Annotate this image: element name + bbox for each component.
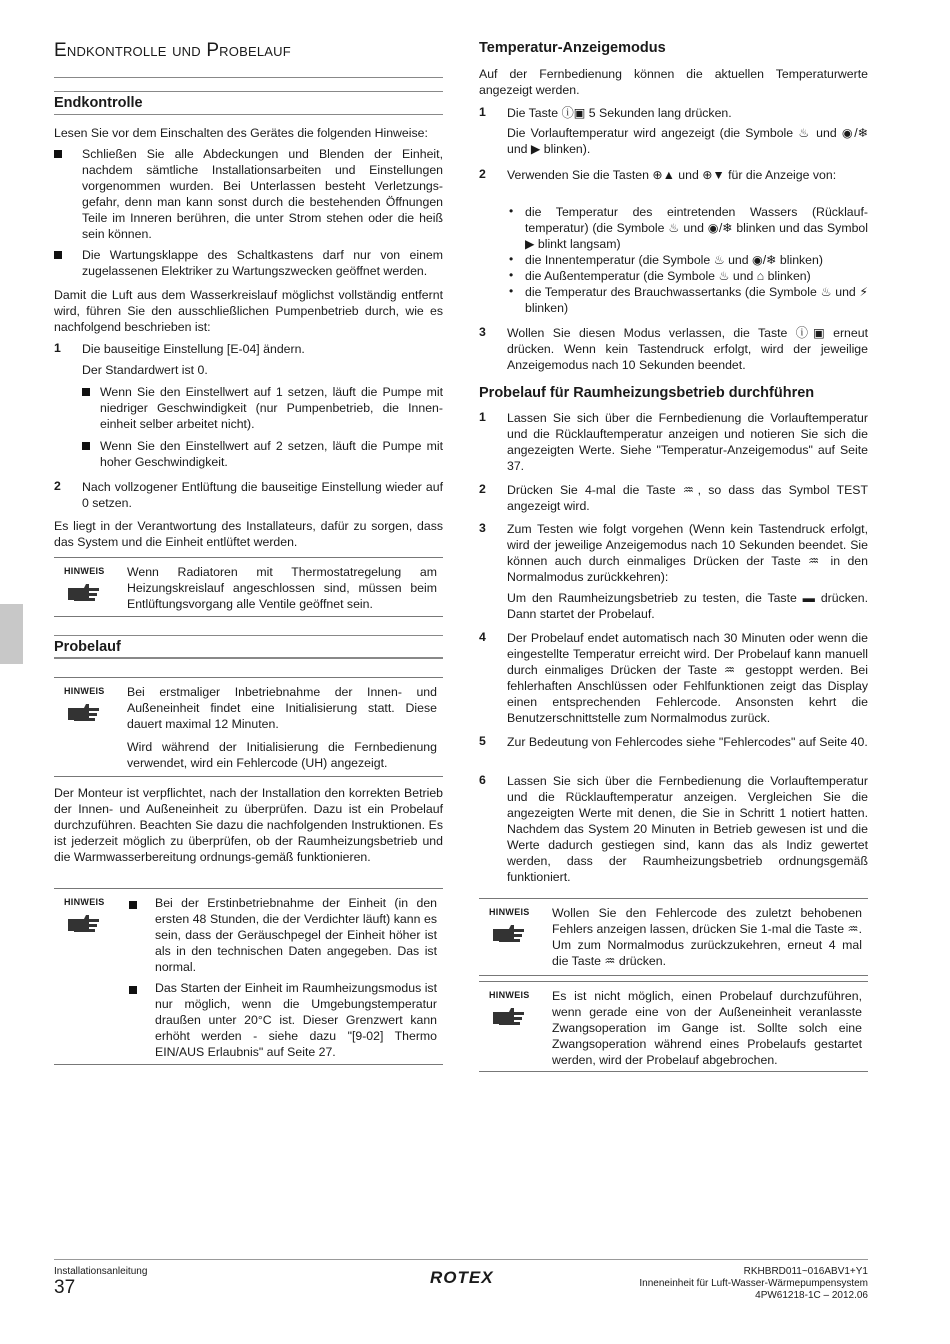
rotex-logo: ROTEX — [430, 1268, 494, 1287]
probelauf-para: Der Monteur ist verpflichtet, nach der Installation den korrekten Betrieb der Innen- und Außeneinheit zu überprüfen. Dazu ist ein Probelauf durchzuführen. Beachten Sie dazu die nachfolgenden Instruktionen. Es ist jederzeit möglich zu überprüfen, ob der Raumheizungsbetrieb und die Warmwasserbereitung ordnungs-gemäß funktionieren. — [54, 786, 443, 864]
dot-text: die Innentemperatur (die Symbole ♨ und ◉/❄ blinken) — [525, 253, 823, 267]
bullet-dot: • — [509, 204, 514, 218]
bullet-dot: • — [509, 284, 514, 298]
hinweis-box — [54, 677, 443, 777]
sub-bullet-text: Wenn Sie den Einstellwert auf 2 setzen, läuft die Pumpe mit hoher Geschwindigkeit. — [100, 439, 443, 469]
step-number: 1 — [479, 410, 486, 424]
hinweis-label: HINWEIS — [489, 990, 530, 1000]
pointing-hand-icon — [66, 582, 102, 602]
title-rule — [54, 77, 443, 78]
step-text: Der Standardwert ist 0. — [82, 363, 208, 377]
bullet-square-icon — [82, 442, 90, 450]
hinweis-box — [479, 898, 868, 976]
pointing-hand-icon — [491, 1006, 527, 1026]
step-text: Die Taste ⓘ▣ 5 Sekunden lang drücken. — [507, 106, 732, 120]
step-text: Die bauseitige Einstellung [E-04] ändern. — [82, 342, 305, 356]
endkontrolle-para3: Es liegt in der Verantwortung des Installateurs, dafür zu sorgen, dass das System und die Einheit entlüftet werden. — [54, 519, 443, 549]
heading-probelauf: Probelauf — [54, 639, 121, 655]
hinweis-text: Wenn Radiatoren mit Thermostatregelung am Heizungskreislauf angeschlossen sind, müssen beim Entlüftungsvorgang alle Ventile geöffnet sein. — [127, 565, 437, 611]
hinweis-text: Bei der Erstinbetriebnahme der Einheit (in den ersten 48 Stunden, die der Verdichter läuft) kann es sein, dass der Geräuschpegel der Einheit höher ist als in den technischen Daten angegeben. Das ist normal. — [155, 896, 437, 974]
bullet-square-icon — [54, 150, 62, 158]
step-number: 3 — [479, 521, 486, 535]
step-number: 2 — [54, 479, 61, 493]
step-text: Wollen Sie diesen Modus verlassen, die Taste ⓘ▣ erneut drücken. Wenn kein Tastendruck erfolgt, wird der jeweilige Anzeigemodus nach 10 Sekunden beendet. — [507, 326, 868, 372]
chapter-tab — [0, 604, 23, 664]
bullet-dot: • — [509, 252, 514, 266]
hinweis-box — [54, 557, 443, 617]
bullet-text: Die Wartungsklappe des Schaltkastens darf nur von einem zugelassenen Elektriker zu Wartungszwecken geöffnet werden. — [82, 248, 443, 278]
footer-description: Inneneinheit für Luft-Wasser-Wärmepumpensystem — [639, 1278, 868, 1289]
pointing-hand-icon — [66, 702, 102, 722]
footer-rule — [54, 1259, 868, 1260]
step-text: Zur Bedeutung von Fehlercodes siehe "Fehlercodes" auf Seite 40. — [507, 735, 868, 749]
footer-reference: 4PW61218-1C – 2012.06 — [755, 1290, 868, 1301]
hinweis-text: Wird während der Initialisierung die Fernbedienung verwendet, wird ein Fehlercode (UH) angezeigt. — [127, 740, 437, 770]
bullet-square-icon — [129, 986, 137, 994]
step-text: Lassen Sie sich über die Fernbedienung die Vorlauftemperatur und die Rücklauftemperatur anzeigen und notieren Sie sich die angezeigten Werte. Siehe "Temperatur-Anzeigemodus" auf Seite 37. — [507, 411, 868, 473]
temp-intro: Auf der Fernbedienung können die aktuellen Temperaturwerte angezeigt werden. — [479, 67, 868, 97]
bullet-square-icon — [129, 901, 137, 909]
pointing-hand-icon — [66, 913, 102, 933]
hinweis-box — [479, 981, 868, 1072]
sub-bullet-text: Wenn Sie den Einstellwert auf 1 setzen, läuft die Pumpe mit niedriger Geschwindigkeit (nur Pumpenbetrieb, die Innen-einheit selber arbeitet nicht). — [100, 385, 443, 431]
step-number: 6 — [479, 773, 486, 787]
step-text: Drücken Sie 4-mal die Taste ♒, so dass das Symbol TEST angezeigt wird. — [507, 483, 868, 513]
page-title: Endkontrolle und Probelauf — [54, 40, 291, 61]
step-number: 1 — [54, 341, 61, 355]
dot-text: die Außentemperatur (die Symbole ♨ und ⌂ blinken) — [525, 269, 811, 283]
endkontrolle-para2: Damit die Luft aus dem Wasserkreislauf möglichst vollständig entfernt wird, führen Sie den ausschließlichen Pumpenbetrieb durch, wie es nachfolgend beschrieben ist: — [54, 288, 443, 334]
bullet-dot: • — [509, 268, 514, 282]
step-text: Die Vorlauftemperatur wird angezeigt (die Symbole ♨ und ◉/❄ und ▶ blinken). — [507, 126, 868, 156]
endkontrolle-intro: Lesen Sie vor dem Einschalten des Gerätes die folgenden Hinweise: — [54, 126, 428, 140]
step-number: 2 — [479, 482, 486, 496]
dot-text: die Temperatur des eintretenden Wassers (Rücklauf-temperatur) (die Symbole ♨ und ◉/❄ blinken und das Symbol ▶ blinkt langsam) — [525, 205, 868, 251]
section-heading-probelauf — [54, 635, 443, 659]
step-number: 4 — [479, 630, 486, 644]
hinweis-text: Wollen Sie den Fehlercode des zuletzt behobenen Fehlers anzeigen lassen, drücken Sie 1-mal die Taste ♒. Um zum Normalmodus zurückzukehren, erneut 4 mal die Taste ♒ drücken. — [552, 906, 862, 968]
heading-temperatur-anzeigemodus: Temperatur-Anzeigemodus — [479, 40, 666, 56]
hinweis-label: HINWEIS — [64, 566, 105, 576]
footer-page-number: 37 — [54, 1277, 76, 1298]
footer-doc-type: Installationsanleitung — [54, 1266, 148, 1277]
bullet-text: Schließen Sie alle Abdeckungen und Blenden der Einheit, nachdem sämtliche Installationsarbeiten und Einstellungen vorgenommen wurden. Bei Unterlassen besteht Verletzungs-gefahr, denn man kann sonst durch die bestehenden Öffnungen Teile im Inneren berühren, die unter Strom stehen oder die heiß sein können. — [82, 147, 443, 241]
heading-probelauf-raumheizung: Probelauf für Raumheizungsbetrieb durchführen — [479, 385, 815, 401]
bullet-square-icon — [82, 388, 90, 396]
hinweis-text: Es ist nicht möglich, einen Probelauf durchzuführen, wenn gerade eine von der Außeneinheit veranlasste Zwangsoperation im Gange ist. Sollte solch eine Zwangsoperation während eines Probelaufs gestartet werden, wird der Probelauf abgebrochen. — [552, 989, 862, 1067]
pointing-hand-icon — [491, 923, 527, 943]
step-text: Um den Raumheizungsbetrieb zu testen, die Taste ▬ drücken. Dann startet der Probelauf. — [507, 591, 868, 621]
divider — [54, 657, 443, 658]
section-heading-endkontrolle — [54, 91, 443, 115]
step-text: Lassen Sie sich über die Fernbedienung die Vorlauftemperatur und die Rücklauftemperatur anzeigen. Vergleichen Sie die angezeigten Werte mit denen, die Sie in Schritt 1 notiert hatten. Nachdem das System 20 Minuten in Betrieb gewesen ist und die Werte dadurch gestiegen sind, kann das als Indiz gewertet werden, dass der Raumheizungsbetrieb ordnungsgemäß funktioniert. — [507, 774, 868, 884]
hinweis-label: HINWEIS — [64, 686, 105, 696]
step-text: Der Probelauf endet automatisch nach 30 Minuten oder wenn die eingestellte Temperatur erreicht wird. Der Probelauf kann manuell durch einmaliges Drücken der Taste ♒ gestoppt werden. Bei fehlerhaften Anschlüssen oder Fehlfunktionen zeigt das Display einen entsprechenden Fehlercode. Ansonsten kehrt die Benutzerschnittstelle zum Normalmodus zurück. — [507, 631, 868, 725]
hinweis-text: Bei erstmaliger Inbetriebnahme der Innen- und Außeneinheit findet eine Initialisierung statt. Diese dauert maximal 12 Minuten. — [127, 685, 437, 731]
hinweis-text: Das Starten der Einheit im Raumheizungsmodus ist nur möglich, wenn die Umgebungstemperatur draußen unter 20°C ist. Dieser Grenzwert kann erhöht werden - siehe dazu "[9-02] Thermo EIN/AUS Erlaubnis" auf Seite 27. — [155, 981, 437, 1059]
step-text: Nach vollzogener Entlüftung die bauseitige Einstellung wieder auf 0 setzen. — [82, 480, 443, 510]
bullet-square-icon — [54, 251, 62, 259]
step-number: 5 — [479, 734, 486, 748]
hinweis-box — [54, 888, 443, 1065]
step-number: 3 — [479, 325, 486, 339]
step-text: Verwenden Sie die Tasten ⊕▲ und ⊕▼ für die Anzeige von: — [507, 168, 837, 182]
hinweis-label: HINWEIS — [489, 907, 530, 917]
step-text: Zum Testen wie folgt vorgehen (Wenn kein Tastendruck erfolgt, wird der jeweilige Anzeigemodus nach 10 Sekunden beendet. Sie können auch durch einmaliges Drücken der Taste ♒ in den Normalmodus zurückkehren): — [507, 522, 868, 584]
hinweis-label: HINWEIS — [64, 897, 105, 907]
footer-model-code: RKHBRD011~016ABV1+Y1 — [743, 1266, 868, 1277]
dot-text: die Temperatur des Brauchwassertanks (die Symbole ♨ und ⚡ blinken) — [525, 285, 868, 315]
heading-endkontrolle: Endkontrolle — [54, 95, 143, 111]
step-number: 2 — [479, 167, 486, 181]
step-number: 1 — [479, 105, 486, 119]
